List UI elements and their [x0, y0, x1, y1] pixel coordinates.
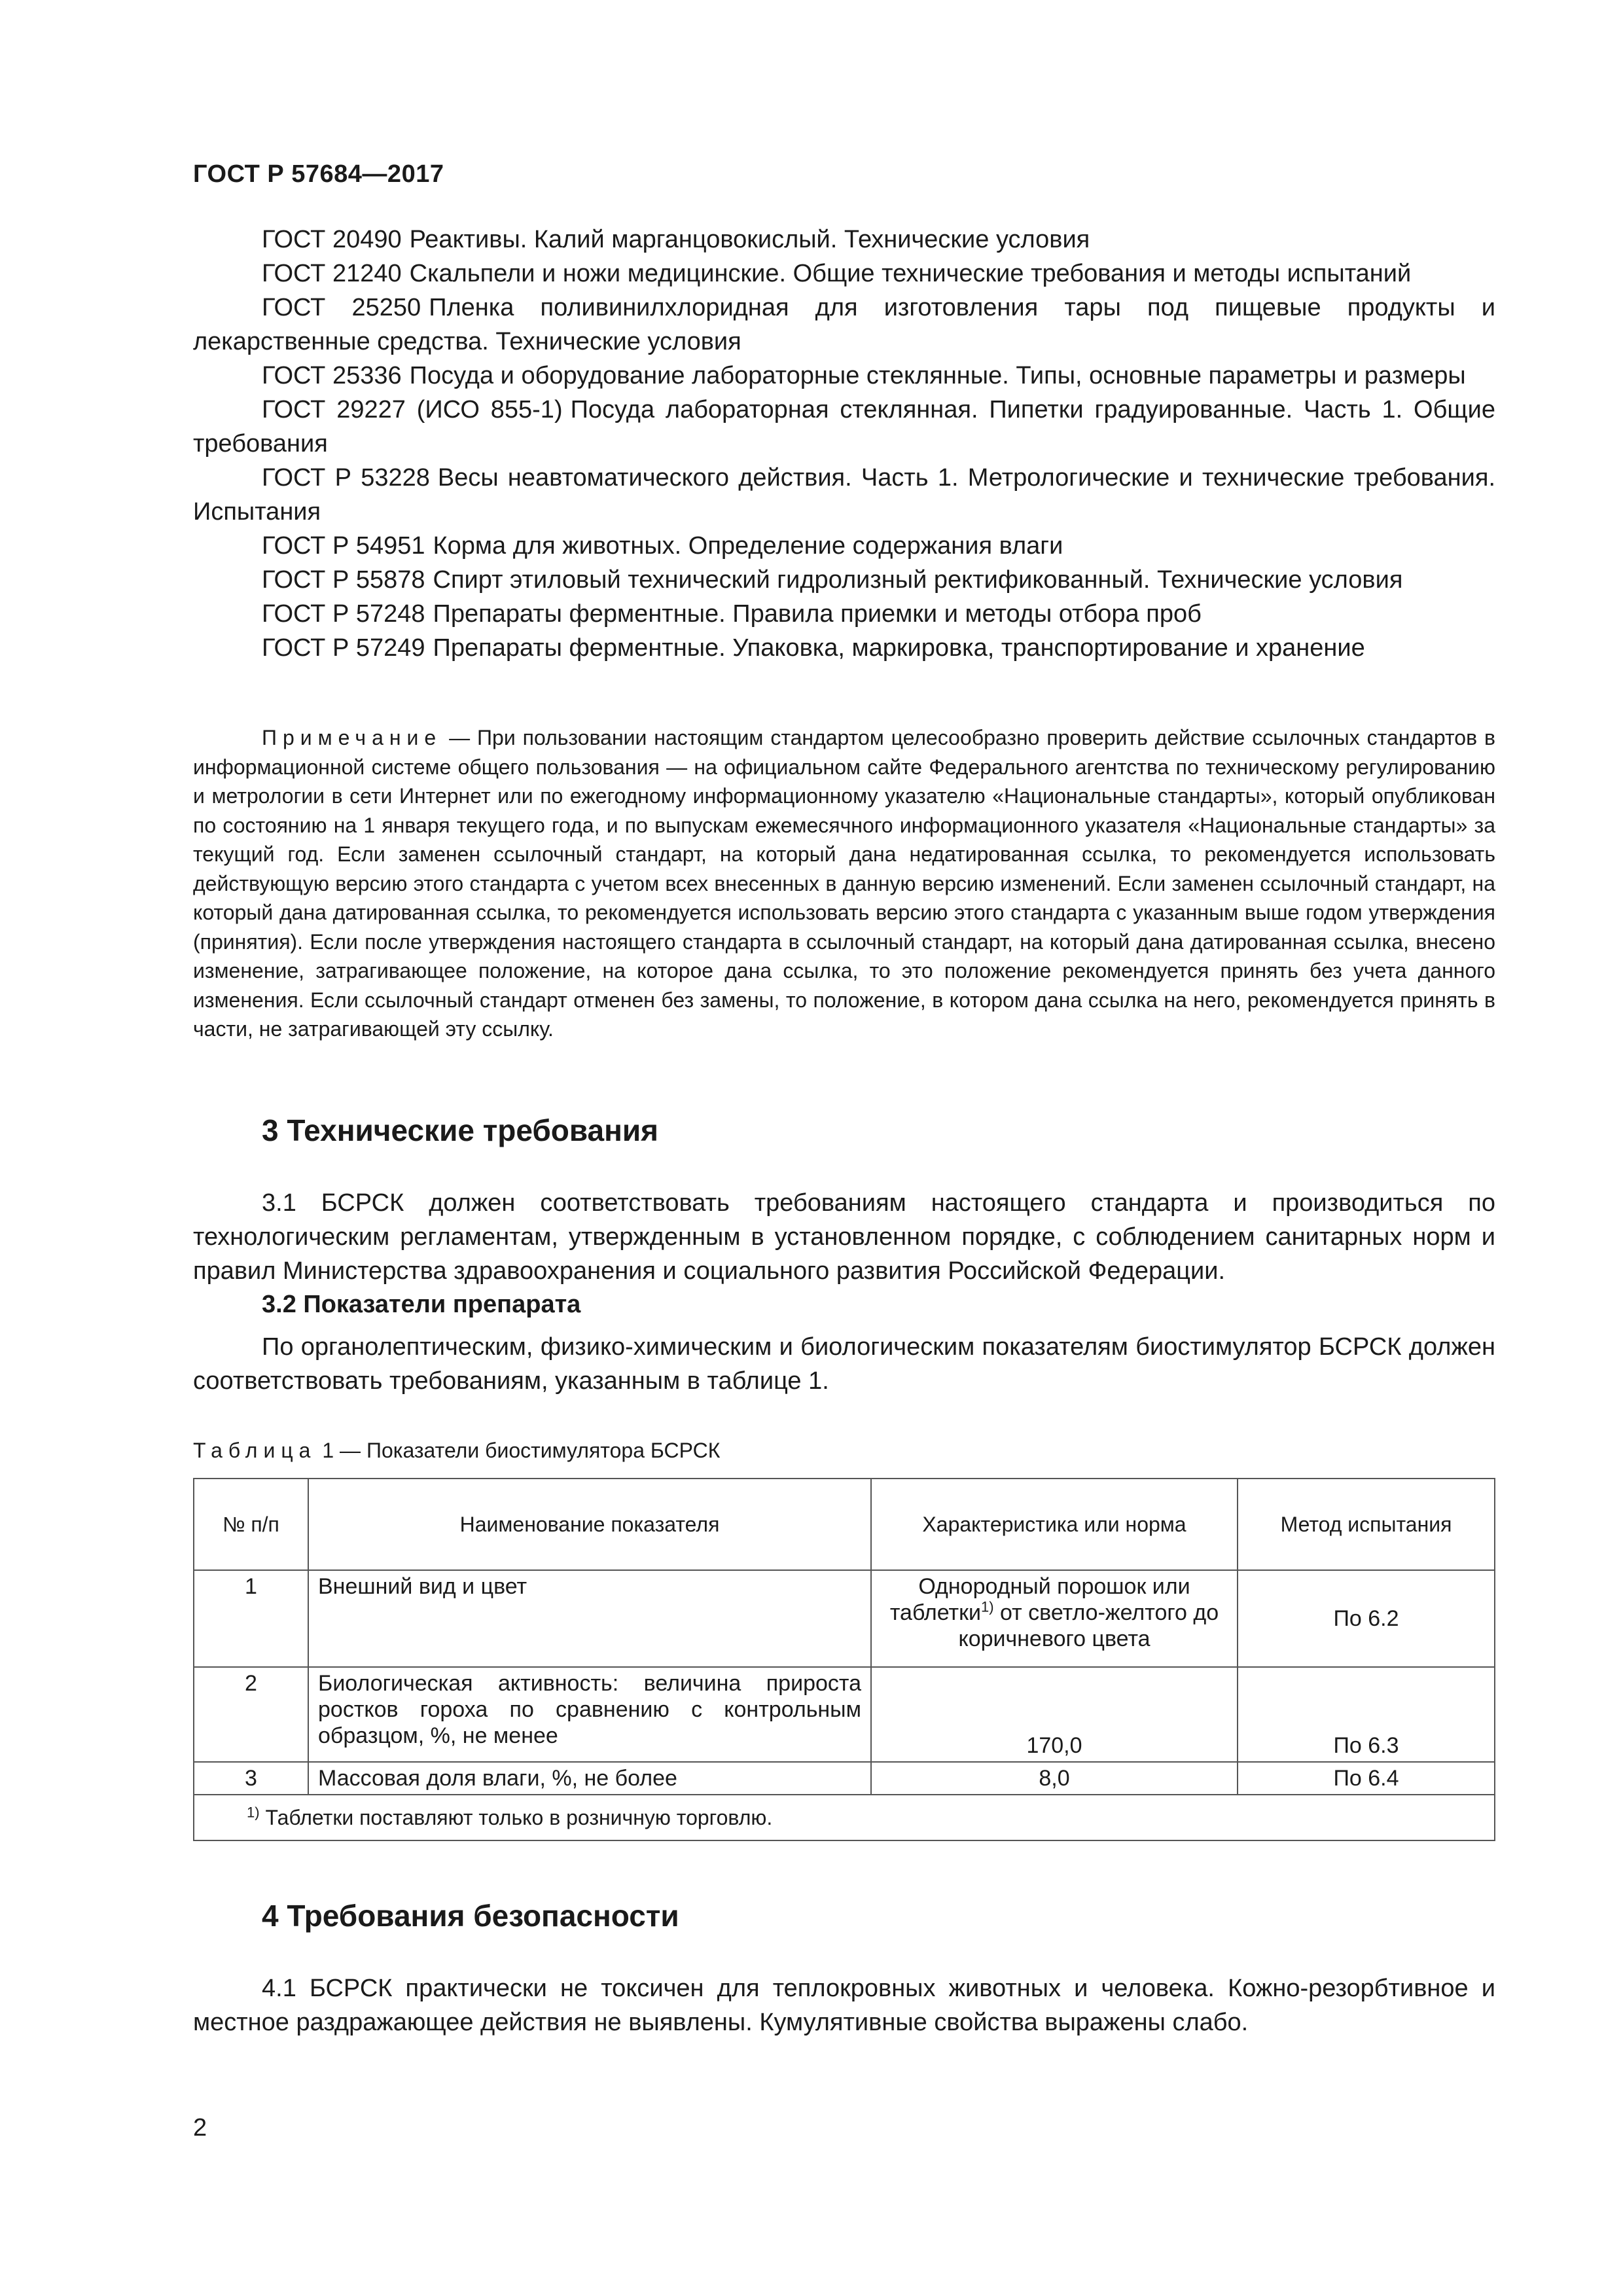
reference-item [193, 393, 1495, 461]
reference-title: Посуда и оборудование лабораторные стеклянные. Типы, основные параметры и размеры [409, 362, 1466, 389]
reference-title: Корма для животных. Определение содержания влаги [433, 532, 1063, 560]
section-3-heading: 3 Технические требования [262, 1113, 658, 1147]
table-row [194, 1570, 1495, 1667]
references-note [193, 723, 1495, 1044]
table-caption [193, 1439, 720, 1463]
row-indicator-name: Биологическая активность: величина прироста ростков гороха по сравнению с контрольным образцом, %, не менее [308, 1667, 871, 1762]
reference-item [193, 461, 1495, 529]
header-norm: Характеристика или норма [871, 1479, 1238, 1570]
reference-item [193, 291, 1495, 359]
table-row [194, 1667, 1495, 1762]
note-text: — При пользовании настоящим стандартом целесообразно проверить действие ссылочных стандартов в информационной системе общего пользования — на официальном сайте Федерального агентства по техническому регулированию и метрологии в сети Интернет или по ежегодному информационному указателю «Национальные стандарты», который опубликован по состоянию на 1 января текущего года, и по выпускам ежемесячного информационного указателя «Национальные стандарты» за текущий год. Если заменен ссылочный стандарт, на который дана недатированная ссылка, то рекомендуется использовать действующую версию этого стандарта с учетом всех внесенных в данную версию изменений. Если заменен ссылочный стандарт, на который дана датированная ссылка, то рекомендуется использовать версию этого стандарта с указанным выше годом утверждения (принятия). Если после утверждения настоящего стандарта в ссылочный стандарт, на который дана датированная ссылка, внесено изменение, затрагивающее положение, на которое дана ссылка, то это положение рекомендуется принять без учета данного изменения. Если ссылочный стандарт отменен без замены, то положение, в котором дана ссылка на него, рекомендуется принять в части, не затрагивающей эту ссылку. [193, 726, 1495, 1041]
reference-code: ГОСТ 21240 [262, 260, 402, 287]
table-caption-text: 1 — Показатели биостимулятора БСРСК [316, 1439, 721, 1462]
table-caption-label: Таблица [193, 1439, 317, 1462]
reference-code: ГОСТ Р 57249 [262, 634, 425, 662]
header-indicator-name: Наименование показателя [308, 1479, 871, 1570]
reference-code: ГОСТ 20490 [262, 226, 402, 253]
row-norm [871, 1570, 1238, 1667]
header-number: № п/п [194, 1479, 308, 1570]
document-header-code: ГОСТ Р 57684—2017 [193, 160, 444, 188]
reference-code: ГОСТ Р 55878 [262, 566, 425, 594]
normative-references-list [193, 223, 1495, 665]
paragraph-3-2: По органолептическим, физико-химическим и биологическим показателям биостимулятор БСРСК должен соответствовать требованиям, указанным в таблице 1. [193, 1333, 1495, 1395]
row-indicator-name: Внешний вид и цвет [308, 1570, 871, 1667]
reference-code: ГОСТ 29227 (ИСО 855-1) [262, 396, 563, 423]
paragraph-3-1: 3.1 БСРСК должен соответствовать требованиям настоящего стандарта и производиться по технологическим регламентам, утвержденным в установленном порядке, с соблюдением санитарных норм и правил Министерства здравоохранения и социального развития Российской Федерации. [193, 1189, 1495, 1285]
reference-item [193, 529, 1495, 563]
row-norm: 8,0 [871, 1762, 1238, 1795]
reference-title: Пленка поливинилхлоридная для изготовления тары под пищевые продукты и лекарственные средства. Технические условия [193, 294, 1495, 355]
subsection-3-2-heading: 3.2 Показатели препарата [262, 1291, 581, 1318]
row-indicator-name: Массовая доля влаги, %, не более [308, 1762, 871, 1795]
row-number: 3 [194, 1762, 308, 1795]
reference-title: Препараты ферментные. Упаковка, маркировка, транспортирование и хранение [433, 634, 1365, 662]
section-4-heading: 4 Требования безопасности [262, 1899, 679, 1933]
reference-item [193, 257, 1495, 291]
footnote-mark: 1) [247, 1804, 260, 1821]
row-test-method: По 6.3 [1238, 1667, 1495, 1762]
reference-code: ГОСТ Р 57248 [262, 600, 425, 628]
reference-item [193, 359, 1495, 393]
indicators-table [193, 1478, 1495, 1841]
reference-title: Весы неавтоматического действия. Часть 1. Метрологические и технические требования. Испытания [193, 464, 1496, 526]
reference-title: Посуда лабораторная стеклянная. Пипетки градуированные. Часть 1. Общие требования [193, 396, 1495, 457]
row-number: 2 [194, 1667, 308, 1762]
row-norm-text-cont: от светло-желтого до коричневого цвета [958, 1600, 1219, 1651]
row-norm-text: Однородный порошок или таблетки [889, 1574, 1190, 1625]
row-test-method: По 6.2 [1238, 1570, 1495, 1667]
reference-item [193, 223, 1495, 257]
reference-title: Скальпели и ножи медицинские. Общие технические требования и методы испытаний [409, 260, 1412, 287]
table-header-row [194, 1479, 1495, 1570]
reference-title: Спирт этиловый технический гидролизный ректификованный. Технические условия [433, 566, 1403, 594]
footnote-ref: 1) [980, 1598, 994, 1615]
note-label: Примечание [262, 726, 442, 749]
reference-item [193, 597, 1495, 631]
table-footnote-row [194, 1795, 1495, 1840]
row-norm: 170,0 [871, 1667, 1238, 1762]
table-row [194, 1762, 1495, 1795]
table-footnote [194, 1795, 1495, 1840]
paragraph-4-1: 4.1 БСРСК практически не токсичен для теплокровных животных и человека. Кожно-резорбтивное и местное раздражающее действия не выявлены. Кумулятивные свойства выражены слабо. [193, 1975, 1495, 2036]
reference-item [193, 631, 1495, 665]
reference-code: ГОСТ 25336 [262, 362, 402, 389]
reference-code: ГОСТ Р 53228 [262, 464, 430, 492]
reference-item [193, 563, 1495, 597]
reference-title: Препараты ферментные. Правила приемки и методы отбора проб [433, 600, 1202, 628]
header-test-method: Метод испытания [1238, 1479, 1495, 1570]
page-number: 2 [193, 2114, 207, 2142]
reference-code: ГОСТ Р 54951 [262, 532, 425, 560]
reference-code: ГОСТ 25250 [262, 294, 421, 321]
footnote-text: Таблетки поставляют только в розничную торговлю. [259, 1806, 773, 1829]
reference-title: Реактивы. Калий марганцовокислый. Технические условия [409, 226, 1090, 253]
row-number: 1 [194, 1570, 308, 1667]
row-test-method: По 6.4 [1238, 1762, 1495, 1795]
